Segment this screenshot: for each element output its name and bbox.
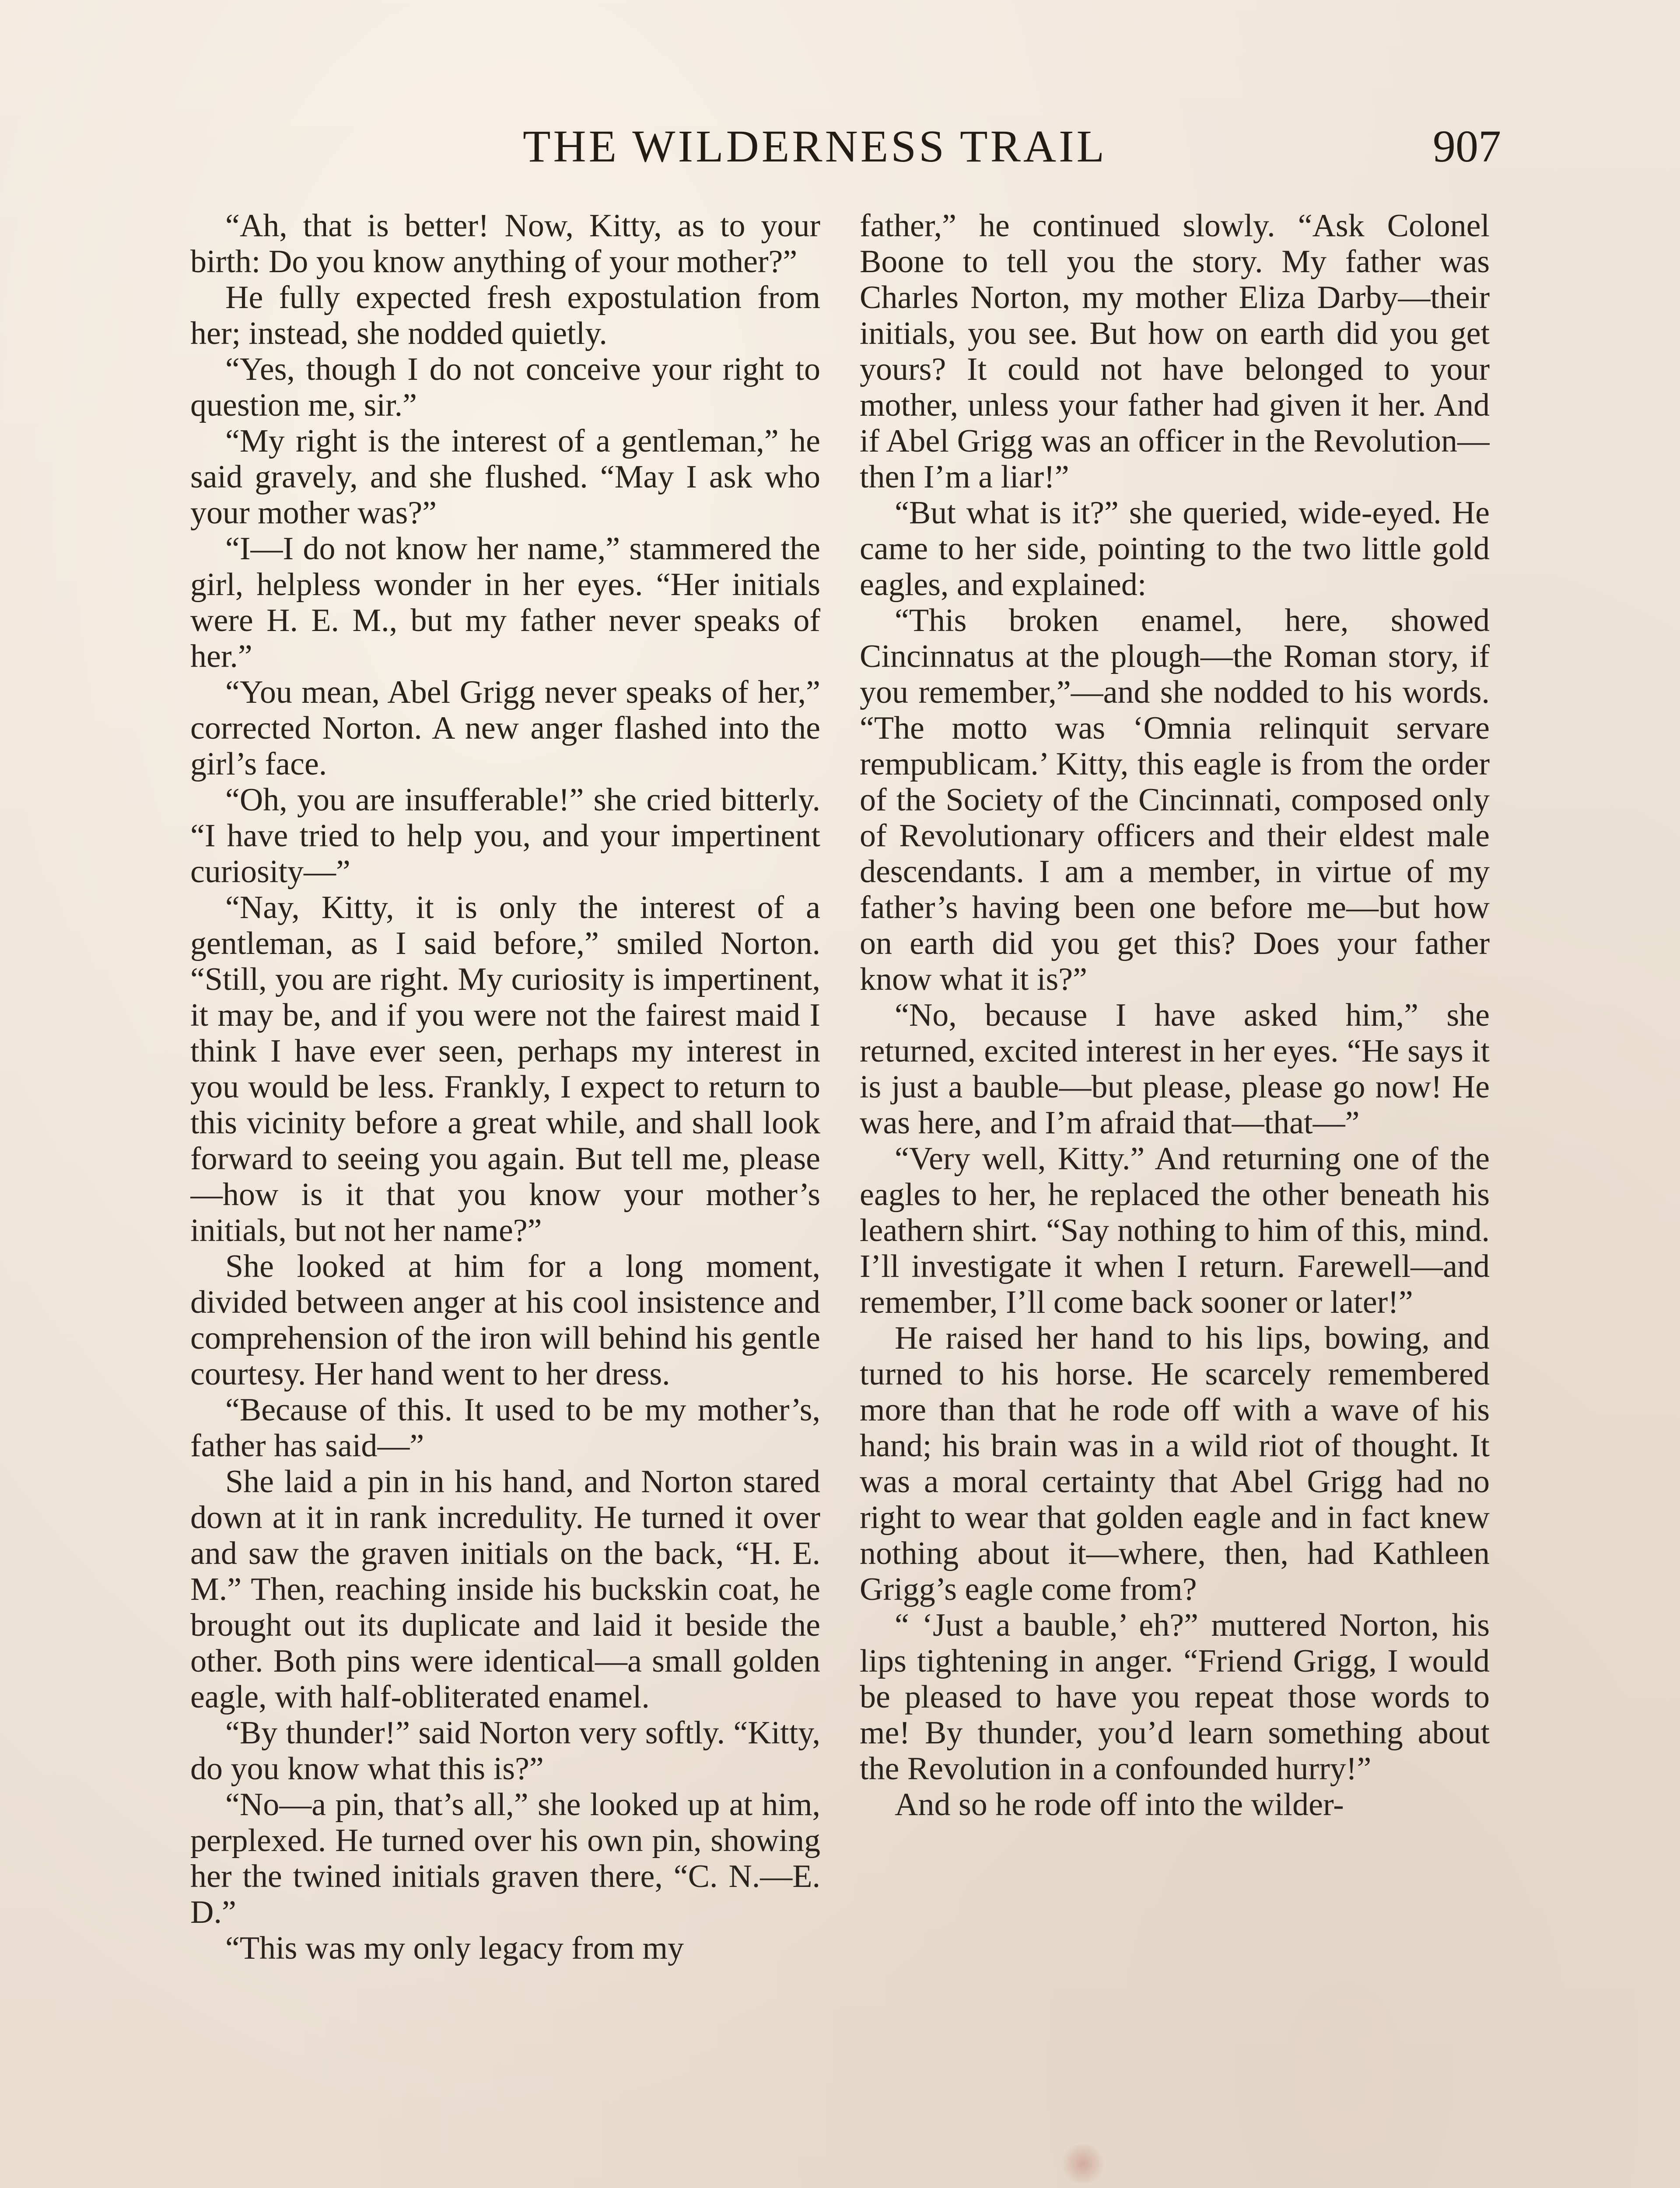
running-title: THE WILDERNESS TRAIL bbox=[523, 121, 1107, 172]
left-column bbox=[190, 208, 820, 2188]
right-column bbox=[860, 208, 1490, 2188]
page-number: 907 bbox=[1433, 121, 1501, 172]
paragraph: And so he rode off into the wilder- bbox=[895, 1787, 1344, 1823]
paper-stain bbox=[1059, 2144, 1107, 2184]
continued-paragraph: father,” he continued slowly. “Ask Colonel Boone to tell you the story. My father was Charles Norton, my mother Eliza Darby—their initials, you see. But how on earth did you get yours? It could not have belonged to your mother, unless your father had given it her. And if Abel Grigg was an officer in the Revolution—then I’m a liar!” bbox=[860, 208, 1490, 495]
paragraph: “Oh, you are insufferable!” she cried bitterly. “I have tried to help you, and your impertinent curiosity—” bbox=[190, 782, 820, 890]
paragraph: “Yes, though I do not conceive your right to question me, sir.” bbox=[190, 351, 820, 423]
paragraph: “Because of this. It used to be my mother’s, father has said—” bbox=[190, 1392, 820, 1464]
paragraph: “This was my only legacy from my bbox=[225, 1930, 684, 1966]
paragraph: “I—I do not know her name,” stammered the girl, helpless wonder in her eyes. “Her initials were H. E. M., but my father never speaks of her.” bbox=[190, 531, 820, 674]
paragraph: She laid a pin in his hand, and Norton stared down at it in rank incredulity. He turned it over and saw the graven initials on the back, “H. E. M.” Then, reaching inside his buckskin coat, he brought out its duplicate and laid it beside the other. Both pins were identical—a small golden eagle, with half-obliterated enamel. bbox=[190, 1464, 820, 1715]
paragraph: He fully expected fresh expostulation from her; instead, she nodded quietly. bbox=[190, 280, 820, 351]
paragraph: She looked at him for a long moment, divided between anger at his cool insistence and comprehension of the iron will behind his gentle courtesy. Her hand went to her dress. bbox=[190, 1248, 820, 1392]
paragraph: “You mean, Abel Grigg never speaks of her,” corrected Norton. A new anger flashed into the girl’s face. bbox=[190, 674, 820, 782]
paragraph: “Ah, that is better! Now, Kitty, as to your birth: Do you know anything of your mother?” bbox=[190, 208, 820, 280]
paragraph: “Nay, Kitty, it is only the interest of a gentleman, as I said before,” smiled Norton. “Still, you are right. My curiosity is impertinent, it may be, and if you were not the fairest maid I think I have ever seen, perhaps my interest in you would be less. Frankly, I expect to return to this vicinity before a great while, and shall look forward to seeing you again. But tell me, please—how is it that you know your mother’s initials, but not her name?” bbox=[190, 890, 820, 1248]
paragraph: “Very well, Kitty.” And returning one of the eagles to her, he replaced the other beneath his leathern shirt. “Say nothing to him of this, mind. I’ll investigate it when I return. Farewell—and remember, I’ll come back sooner or later!” bbox=[860, 1141, 1490, 1320]
paragraph: “But what is it?” she queried, wide-eyed. He came to her side, pointing to the two little gold eagles, and explained: bbox=[860, 495, 1490, 603]
paragraph: “This broken enamel, here, showed Cincinnatus at the plough—the Roman story, if you remember,”—and she nodded to his words. “The motto was ‘Omnia relinquit servare rempublicam.’ Kitty, this eagle is from the order of the Society of the Cincinnati, composed only of Revolutionary officers and their eldest male descendants. I am a member, in virtue of my father’s having been one before me—but how on earth did you get this? Does your father know what it is?” bbox=[860, 603, 1490, 997]
paragraph: “By thunder!” said Norton very softly. “Kitty, do you know what this is?” bbox=[190, 1715, 820, 1787]
paragraph: He raised her hand to his lips, bowing, and turned to his horse. He scarcely remembered more than that he rode off with a wave of his hand; his brain was in a wild riot of thought. It was a moral certainty that Abel Grigg had no right to wear that golden eagle and in fact knew nothing about it—where, then, had Kathleen Grigg’s eagle come from? bbox=[860, 1320, 1490, 1607]
paragraph: “My right is the interest of a gentleman,” he said gravely, and she flushed. “May I ask who your mother was?” bbox=[190, 423, 820, 531]
paragraph: “ ‘Just a bauble,’ eh?” muttered Norton, his lips tightening in anger. “Friend Grigg, I would be pleased to have you repeat those words to me! By thunder, you’d learn something about the Revolution in a confounded hurry!” bbox=[860, 1607, 1490, 1787]
paragraph: “No, because I have asked him,” she returned, excited interest in her eyes. “He says it is just a bauble—but please, please go now! He was here, and I’m afraid that—that—” bbox=[860, 997, 1490, 1141]
page-header bbox=[0, 112, 1680, 173]
paragraph: “No—a pin, that’s all,” she looked up at him, perplexed. He turned over his own pin, showing her the twined initials graven there, “C. N.—E. D.” bbox=[190, 1787, 820, 1930]
